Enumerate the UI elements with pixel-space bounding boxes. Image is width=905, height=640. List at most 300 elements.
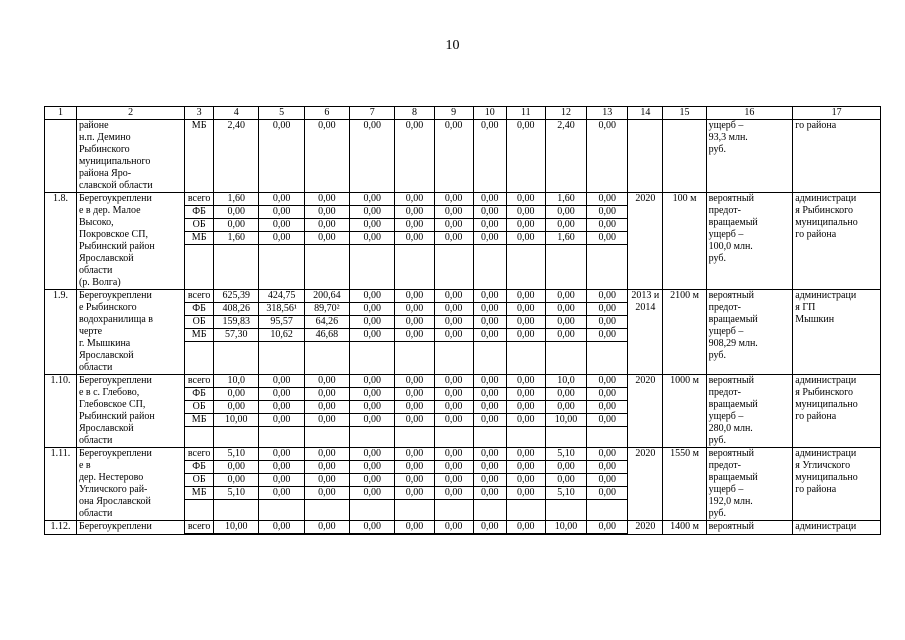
amount-cell: 0,00 xyxy=(304,375,349,388)
empty-cell xyxy=(506,342,545,375)
empty-cell xyxy=(350,500,395,521)
empty-cell xyxy=(395,534,434,535)
length-cell: 2100 м xyxy=(663,290,706,375)
amount-cell: 0,00 xyxy=(506,414,545,427)
empty-cell xyxy=(506,245,545,290)
expected-effect: вероятный предот- вращаемый ущерб – 280,0 млн. руб. xyxy=(706,375,793,448)
empty-cell xyxy=(214,342,259,375)
amount-cell: 0,00 xyxy=(395,388,434,401)
amount-cell: 95,57 xyxy=(259,316,304,329)
amount-cell: 318,56¹ xyxy=(259,303,304,316)
funding-source: ОБ xyxy=(185,401,214,414)
column-number-9: 9 xyxy=(434,107,473,120)
amount-cell: 0,00 xyxy=(545,388,586,401)
amount-cell: 64,26 xyxy=(304,316,349,329)
empty-cell xyxy=(506,427,545,448)
amount-cell: 0,00 xyxy=(587,461,628,474)
amount-cell: 0,00 xyxy=(259,487,304,500)
item-number: 1.11. xyxy=(45,448,77,521)
amount-cell: 0,00 xyxy=(304,401,349,414)
amount-cell: 0,00 xyxy=(473,290,506,303)
column-number-2: 2 xyxy=(76,107,184,120)
amount-cell: 0,00 xyxy=(587,375,628,388)
amount-cell: 0,00 xyxy=(395,375,434,388)
item-number: 1.10. xyxy=(45,375,77,448)
amount-cell: 0,00 xyxy=(304,448,349,461)
amount-cell: 0,00 xyxy=(434,290,473,303)
amount-cell: 0,00 xyxy=(434,448,473,461)
column-number-11: 11 xyxy=(506,107,545,120)
empty-cell xyxy=(545,342,586,375)
expected-effect: вероятный xyxy=(706,521,793,535)
empty-cell xyxy=(545,245,586,290)
amount-cell: 5,10 xyxy=(214,448,259,461)
amount-cell: 0,00 xyxy=(473,414,506,427)
year-cell: 2020 xyxy=(628,375,663,448)
column-number-8: 8 xyxy=(395,107,434,120)
amount-cell: 0,00 xyxy=(434,474,473,487)
empty-cell xyxy=(587,500,628,521)
amount-cell: 0,00 xyxy=(473,461,506,474)
empty-cell xyxy=(587,534,628,535)
amount-cell: 0,00 xyxy=(395,193,434,206)
column-number-6: 6 xyxy=(304,107,349,120)
empty-cell xyxy=(259,534,304,535)
amount-cell: 159,83 xyxy=(214,316,259,329)
empty-cell xyxy=(259,342,304,375)
amount-cell: 0,00 xyxy=(350,375,395,388)
amount-cell: 0,00 xyxy=(506,461,545,474)
amount-cell: 0,00 xyxy=(506,375,545,388)
amount-cell: 408,26 xyxy=(214,303,259,316)
length-cell: 100 м xyxy=(663,193,706,290)
table-row xyxy=(45,375,881,388)
length-cell xyxy=(663,120,706,193)
empty-cell xyxy=(434,534,473,535)
expected-effect: вероятный предот- вращаемый ущерб – 192,0 млн. руб. xyxy=(706,448,793,521)
amount-cell: 0,00 xyxy=(434,232,473,245)
empty-cell xyxy=(185,534,214,535)
empty-cell xyxy=(587,427,628,448)
amount-cell: 1,60 xyxy=(214,193,259,206)
empty-cell xyxy=(545,427,586,448)
table-row xyxy=(45,448,881,461)
amount-cell: 0,00 xyxy=(506,193,545,206)
column-number-10: 10 xyxy=(473,107,506,120)
empty-cell xyxy=(473,534,506,535)
empty-cell xyxy=(545,500,586,521)
amount-cell: 0,00 xyxy=(506,401,545,414)
empty-cell xyxy=(350,342,395,375)
amount-cell: 0,00 xyxy=(259,388,304,401)
empty-cell xyxy=(434,427,473,448)
length-cell: 1400 м xyxy=(663,521,706,535)
amount-cell: 0,00 xyxy=(473,219,506,232)
funding-source: ОБ xyxy=(185,474,214,487)
column-number-1: 1 xyxy=(45,107,77,120)
funding-source: ФБ xyxy=(185,461,214,474)
column-number-7: 7 xyxy=(350,107,395,120)
amount-cell: 0,00 xyxy=(395,461,434,474)
amount-cell: 0,00 xyxy=(259,401,304,414)
amount-cell: 0,00 xyxy=(473,521,506,534)
responsible-org: администраци я Угличского муниципально го района xyxy=(793,448,881,521)
amount-cell: 0,00 xyxy=(259,375,304,388)
amount-cell: 0,00 xyxy=(214,388,259,401)
amount-cell: 0,00 xyxy=(473,232,506,245)
amount-cell: 0,00 xyxy=(350,219,395,232)
project-name: Берегоукреплени е в дер. Малое Высоко, Покровское СП, Рыбинский район Ярославской области (р. Волга) xyxy=(76,193,184,290)
amount-cell: 0,00 xyxy=(304,232,349,245)
funding-source: ОБ xyxy=(185,219,214,232)
project-name: Берегоукреплени е в с. Глебово, Глебовское СП, Рыбинский район Ярославской области xyxy=(76,375,184,448)
amount-cell: 0,00 xyxy=(506,329,545,342)
funding-source: всего xyxy=(185,448,214,461)
column-number-14: 14 xyxy=(628,107,663,120)
empty-cell xyxy=(473,500,506,521)
column-number-15: 15 xyxy=(663,107,706,120)
amount-cell: 0,00 xyxy=(395,120,434,193)
amount-cell: 0,00 xyxy=(587,193,628,206)
amount-cell: 10,62 xyxy=(259,329,304,342)
expected-effect: ущерб – 93,3 млн. руб. xyxy=(706,120,793,193)
amount-cell: 0,00 xyxy=(350,521,395,534)
amount-cell: 424,75 xyxy=(259,290,304,303)
amount-cell: 0,00 xyxy=(304,388,349,401)
funding-source: всего xyxy=(185,521,214,534)
funding-source: всего xyxy=(185,375,214,388)
amount-cell: 0,00 xyxy=(350,120,395,193)
empty-cell xyxy=(259,427,304,448)
amount-cell: 0,00 xyxy=(545,206,586,219)
amount-cell: 0,00 xyxy=(473,375,506,388)
amount-cell: 10,00 xyxy=(214,521,259,534)
amount-cell: 0,00 xyxy=(587,414,628,427)
amount-cell: 0,00 xyxy=(506,521,545,534)
funding-source: всего xyxy=(185,290,214,303)
amount-cell: 0,00 xyxy=(587,219,628,232)
empty-cell xyxy=(214,500,259,521)
amount-cell: 0,00 xyxy=(545,474,586,487)
amount-cell: 0,00 xyxy=(350,461,395,474)
amount-cell: 0,00 xyxy=(587,206,628,219)
empty-cell xyxy=(434,500,473,521)
column-number-3: 3 xyxy=(185,107,214,120)
amount-cell: 0,00 xyxy=(304,487,349,500)
column-number-16: 16 xyxy=(706,107,793,120)
amount-cell: 0,00 xyxy=(587,401,628,414)
item-number xyxy=(45,120,77,193)
year-cell xyxy=(628,120,663,193)
amount-cell: 0,00 xyxy=(395,303,434,316)
amount-cell: 0,00 xyxy=(473,120,506,193)
amount-cell: 0,00 xyxy=(259,193,304,206)
table-row xyxy=(45,193,881,206)
year-cell: 2020 xyxy=(628,448,663,521)
empty-cell xyxy=(185,245,214,290)
amount-cell: 0,00 xyxy=(259,232,304,245)
amount-cell: 0,00 xyxy=(350,206,395,219)
empty-cell xyxy=(304,245,349,290)
amount-cell: 0,00 xyxy=(259,206,304,219)
amount-cell: 0,00 xyxy=(506,388,545,401)
amount-cell: 57,30 xyxy=(214,329,259,342)
empty-cell xyxy=(214,534,259,535)
amount-cell: 0,00 xyxy=(350,474,395,487)
table-row xyxy=(45,290,881,303)
empty-cell xyxy=(304,427,349,448)
amount-cell: 0,00 xyxy=(350,414,395,427)
year-cell: 2020 xyxy=(628,193,663,290)
amount-cell: 0,00 xyxy=(395,219,434,232)
amount-cell: 0,00 xyxy=(587,521,628,534)
amount-cell: 0,00 xyxy=(473,474,506,487)
amount-cell: 0,00 xyxy=(304,219,349,232)
amount-cell: 0,00 xyxy=(545,329,586,342)
responsible-org: администраци xyxy=(793,521,881,535)
amount-cell: 0,00 xyxy=(350,329,395,342)
amount-cell: 0,00 xyxy=(473,329,506,342)
amount-cell: 2,40 xyxy=(545,120,586,193)
amount-cell: 1,60 xyxy=(545,232,586,245)
table-row xyxy=(45,521,881,534)
amount-cell: 0,00 xyxy=(350,388,395,401)
empty-cell xyxy=(395,245,434,290)
amount-cell: 0,00 xyxy=(545,303,586,316)
amount-cell: 0,00 xyxy=(587,316,628,329)
funding-source: ФБ xyxy=(185,303,214,316)
empty-cell xyxy=(434,342,473,375)
amount-cell: 0,00 xyxy=(350,290,395,303)
funding-source: МБ xyxy=(185,414,214,427)
amount-cell: 0,00 xyxy=(473,193,506,206)
amount-cell: 0,00 xyxy=(434,388,473,401)
amount-cell: 0,00 xyxy=(434,193,473,206)
funding-source: МБ xyxy=(185,487,214,500)
empty-cell xyxy=(350,245,395,290)
amount-cell: 0,00 xyxy=(434,206,473,219)
table-row xyxy=(45,120,881,193)
amount-cell: 10,0 xyxy=(545,375,586,388)
amount-cell: 0,00 xyxy=(506,232,545,245)
funding-source: МБ xyxy=(185,232,214,245)
amount-cell: 0,00 xyxy=(395,329,434,342)
empty-cell xyxy=(304,534,349,535)
amount-cell: 0,00 xyxy=(545,219,586,232)
amount-cell: 0,00 xyxy=(350,232,395,245)
empty-cell xyxy=(395,500,434,521)
amount-cell: 0,00 xyxy=(473,303,506,316)
amount-cell: 10,00 xyxy=(214,414,259,427)
amount-cell: 0,00 xyxy=(350,303,395,316)
item-number: 1.9. xyxy=(45,290,77,375)
amount-cell: 0,00 xyxy=(587,487,628,500)
amount-cell: 0,00 xyxy=(506,303,545,316)
amount-cell: 0,00 xyxy=(434,329,473,342)
empty-cell xyxy=(506,500,545,521)
item-number: 1.8. xyxy=(45,193,77,290)
amount-cell: 0,00 xyxy=(434,316,473,329)
empty-cell xyxy=(259,500,304,521)
empty-cell xyxy=(259,245,304,290)
amount-cell: 0,00 xyxy=(304,193,349,206)
column-number-17: 17 xyxy=(793,107,881,120)
amount-cell: 0,00 xyxy=(545,316,586,329)
empty-cell xyxy=(185,342,214,375)
empty-cell xyxy=(587,342,628,375)
empty-cell xyxy=(473,342,506,375)
empty-cell xyxy=(350,534,395,535)
amount-cell: 0,00 xyxy=(434,487,473,500)
amount-cell: 0,00 xyxy=(259,521,304,534)
amount-cell: 0,00 xyxy=(304,474,349,487)
project-name: Берегоукреплени xyxy=(76,521,184,535)
responsible-org: администраци я Рыбинского муниципально го района xyxy=(793,375,881,448)
amount-cell: 0,00 xyxy=(214,206,259,219)
amount-cell: 5,10 xyxy=(545,487,586,500)
empty-cell xyxy=(473,427,506,448)
funding-source: ОБ xyxy=(185,316,214,329)
project-name: Берегоукреплени е Рыбинского водохранилища в черте г. Мышкина Ярославской области xyxy=(76,290,184,375)
amount-cell: 0,00 xyxy=(587,120,628,193)
amount-cell: 0,00 xyxy=(214,219,259,232)
amount-cell: 625,39 xyxy=(214,290,259,303)
amount-cell: 0,00 xyxy=(350,316,395,329)
responsible-org: администраци я ГП Мышкин xyxy=(793,290,881,375)
amount-cell: 200,64 xyxy=(304,290,349,303)
amount-cell: 0,00 xyxy=(506,487,545,500)
empty-cell xyxy=(434,245,473,290)
amount-cell: 46,68 xyxy=(304,329,349,342)
amount-cell: 0,00 xyxy=(587,329,628,342)
amount-cell: 0,00 xyxy=(473,206,506,219)
amount-cell: 0,00 xyxy=(587,448,628,461)
empty-cell xyxy=(587,245,628,290)
length-cell: 1000 м xyxy=(663,375,706,448)
amount-cell: 0,00 xyxy=(304,521,349,534)
amount-cell: 0,00 xyxy=(473,388,506,401)
page-number: 10 xyxy=(445,38,460,53)
amount-cell: 0,00 xyxy=(395,487,434,500)
project-name: Берегоукреплени е в дер. Нестерово Угличского рай- она Ярославской области xyxy=(76,448,184,521)
amount-cell: 0,00 xyxy=(545,461,586,474)
amount-cell: 0,00 xyxy=(473,448,506,461)
empty-cell xyxy=(185,500,214,521)
amount-cell: 0,00 xyxy=(350,448,395,461)
amount-cell: 0,00 xyxy=(304,120,349,193)
expected-effect: вероятный предот- вращаемый ущерб – 100,0 млн. руб. xyxy=(706,193,793,290)
amount-cell: 0,00 xyxy=(214,401,259,414)
column-number-12: 12 xyxy=(545,107,586,120)
amount-cell: 0,00 xyxy=(506,474,545,487)
amount-cell: 0,00 xyxy=(259,448,304,461)
amount-cell: 0,00 xyxy=(259,414,304,427)
amount-cell: 0,00 xyxy=(350,487,395,500)
amount-cell: 5,10 xyxy=(214,487,259,500)
amount-cell: 0,00 xyxy=(587,232,628,245)
amount-cell: 0,00 xyxy=(304,461,349,474)
item-number: 1.12. xyxy=(45,521,77,535)
amount-cell: 0,00 xyxy=(434,414,473,427)
funding-source: ФБ xyxy=(185,388,214,401)
program-table xyxy=(44,106,881,535)
empty-cell xyxy=(185,427,214,448)
responsible-org: го района xyxy=(793,120,881,193)
amount-cell: 0,00 xyxy=(395,448,434,461)
amount-cell: 10,00 xyxy=(545,414,586,427)
empty-cell xyxy=(473,245,506,290)
amount-cell: 0,00 xyxy=(473,487,506,500)
amount-cell: 0,00 xyxy=(259,219,304,232)
amount-cell: 0,00 xyxy=(214,461,259,474)
amount-cell: 0,00 xyxy=(434,120,473,193)
amount-cell: 0,00 xyxy=(506,448,545,461)
amount-cell: 5,10 xyxy=(545,448,586,461)
funding-source: МБ xyxy=(185,329,214,342)
column-number-13: 13 xyxy=(587,107,628,120)
amount-cell: 0,00 xyxy=(350,401,395,414)
amount-cell: 0,00 xyxy=(434,303,473,316)
funding-source: всего xyxy=(185,193,214,206)
year-cell: 2020 xyxy=(628,521,663,535)
amount-cell: 0,00 xyxy=(506,120,545,193)
amount-cell: 0,00 xyxy=(350,193,395,206)
column-number-row xyxy=(45,107,881,120)
column-number-4: 4 xyxy=(214,107,259,120)
amount-cell: 0,00 xyxy=(214,474,259,487)
empty-cell xyxy=(214,427,259,448)
column-number-5: 5 xyxy=(259,107,304,120)
amount-cell: 0,00 xyxy=(395,521,434,534)
amount-cell: 0,00 xyxy=(395,232,434,245)
empty-cell xyxy=(304,342,349,375)
amount-cell: 0,00 xyxy=(395,414,434,427)
amount-cell: 0,00 xyxy=(304,414,349,427)
amount-cell: 0,00 xyxy=(506,219,545,232)
amount-cell: 0,00 xyxy=(434,461,473,474)
amount-cell: 1,60 xyxy=(545,193,586,206)
empty-cell xyxy=(545,534,586,535)
length-cell: 1550 м xyxy=(663,448,706,521)
amount-cell: 2,40 xyxy=(214,120,259,193)
amount-cell: 0,00 xyxy=(395,290,434,303)
empty-cell xyxy=(350,427,395,448)
empty-cell xyxy=(395,342,434,375)
amount-cell: 0,00 xyxy=(587,303,628,316)
funding-source: ФБ xyxy=(185,206,214,219)
amount-cell: 0,00 xyxy=(587,290,628,303)
amount-cell: 0,00 xyxy=(259,461,304,474)
amount-cell: 0,00 xyxy=(434,219,473,232)
amount-cell: 0,00 xyxy=(395,401,434,414)
responsible-org: администраци я Рыбинского муниципально го района xyxy=(793,193,881,290)
empty-cell xyxy=(395,427,434,448)
amount-cell: 0,00 xyxy=(506,316,545,329)
year-cell: 2013 и 2014 xyxy=(628,290,663,375)
amount-cell: 0,00 xyxy=(395,206,434,219)
amount-cell: 0,00 xyxy=(587,388,628,401)
amount-cell: 0,00 xyxy=(545,401,586,414)
expected-effect: вероятный предот- вращаемый ущерб – 908,29 млн. руб. xyxy=(706,290,793,375)
amount-cell: 10,0 xyxy=(214,375,259,388)
amount-cell: 0,00 xyxy=(434,521,473,534)
project-name: районе н.п. Демино Рыбинского муниципального района Яро- славской области xyxy=(76,120,184,193)
amount-cell: 0,00 xyxy=(395,474,434,487)
funding-source: МБ xyxy=(185,120,214,193)
amount-cell: 0,00 xyxy=(395,316,434,329)
amount-cell: 89,70² xyxy=(304,303,349,316)
amount-cell: 0,00 xyxy=(506,206,545,219)
